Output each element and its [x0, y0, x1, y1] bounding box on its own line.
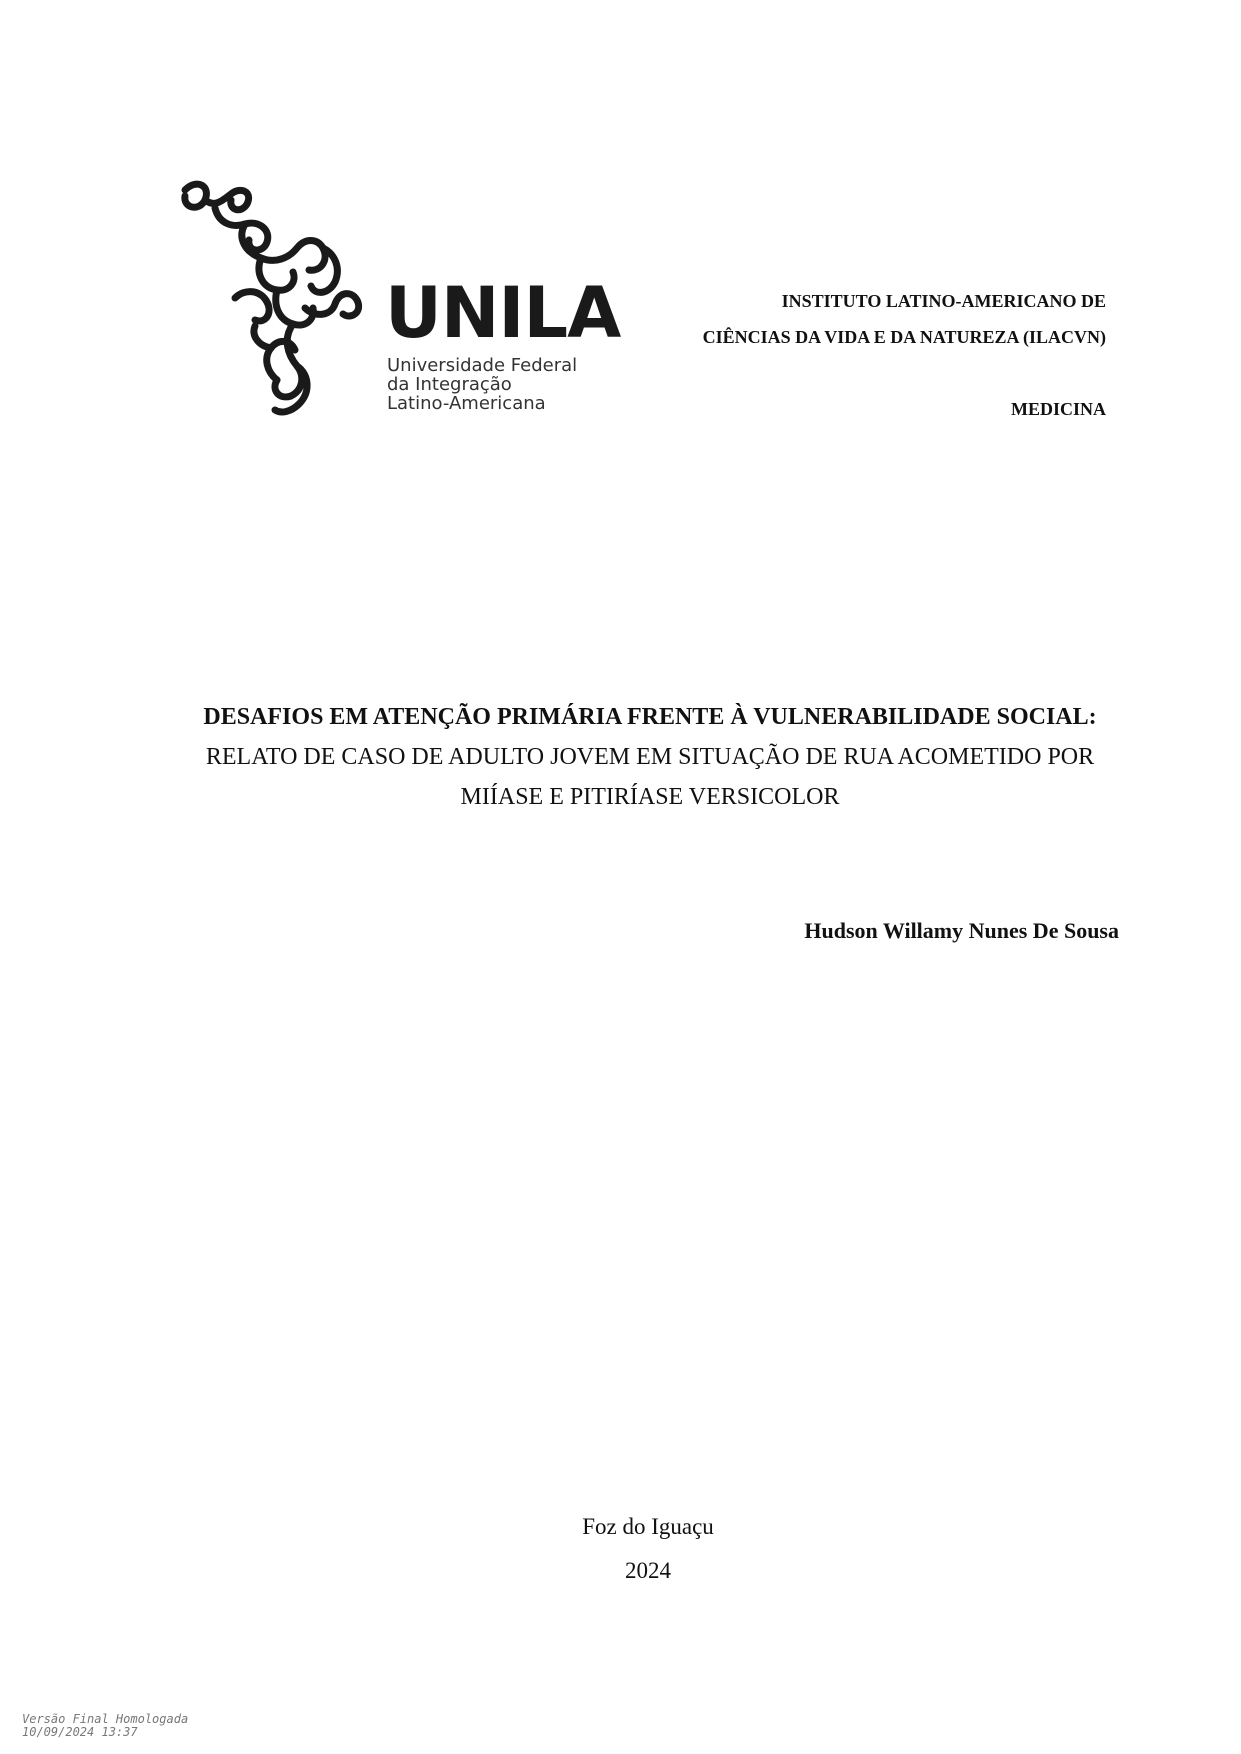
logo-subtitle-line: Latino-Americana [387, 393, 546, 414]
version-stamp-label: Versão Final Homologada [22, 1712, 189, 1726]
version-stamp-date: 10/09/2024 13:37 [22, 1725, 138, 1739]
year: 2024 [625, 1558, 671, 1583]
logo-subtitle-line: Universidade Federal [387, 355, 578, 376]
course-name: MEDICINA [1010, 399, 1106, 419]
document-title [180, 697, 1120, 817]
title-main: DESAFIOS EM ATENÇÃO PRIMÁRIA FRENTE À VULNERABILIDADE SOCIAL: [203, 704, 1097, 730]
logo-subtitle-line: da Integração [387, 374, 512, 395]
title-subtitle: RELATO DE CASO DE ADULTO JOVEM EM SITUAÇÃO DE RUA ACOMETIDO POR MIÍASE E PITIRÍASE VERSICOLOR [205, 744, 1095, 810]
logo-wordmark: UNILA [385, 272, 621, 354]
version-stamp [22, 1713, 188, 1739]
institution-line-2: CIÊNCIAS DA VIDA E DA NATUREZA (ILACVN) [702, 327, 1106, 347]
location: Foz do Iguaçu [582, 1514, 714, 1539]
unila-ribbon-icon [175, 178, 380, 423]
institution-line-1: INSTITUTO LATINO-AMERICANO DE [781, 291, 1106, 311]
author-name: Hudson Willamy Nunes De Sousa [804, 918, 1119, 943]
